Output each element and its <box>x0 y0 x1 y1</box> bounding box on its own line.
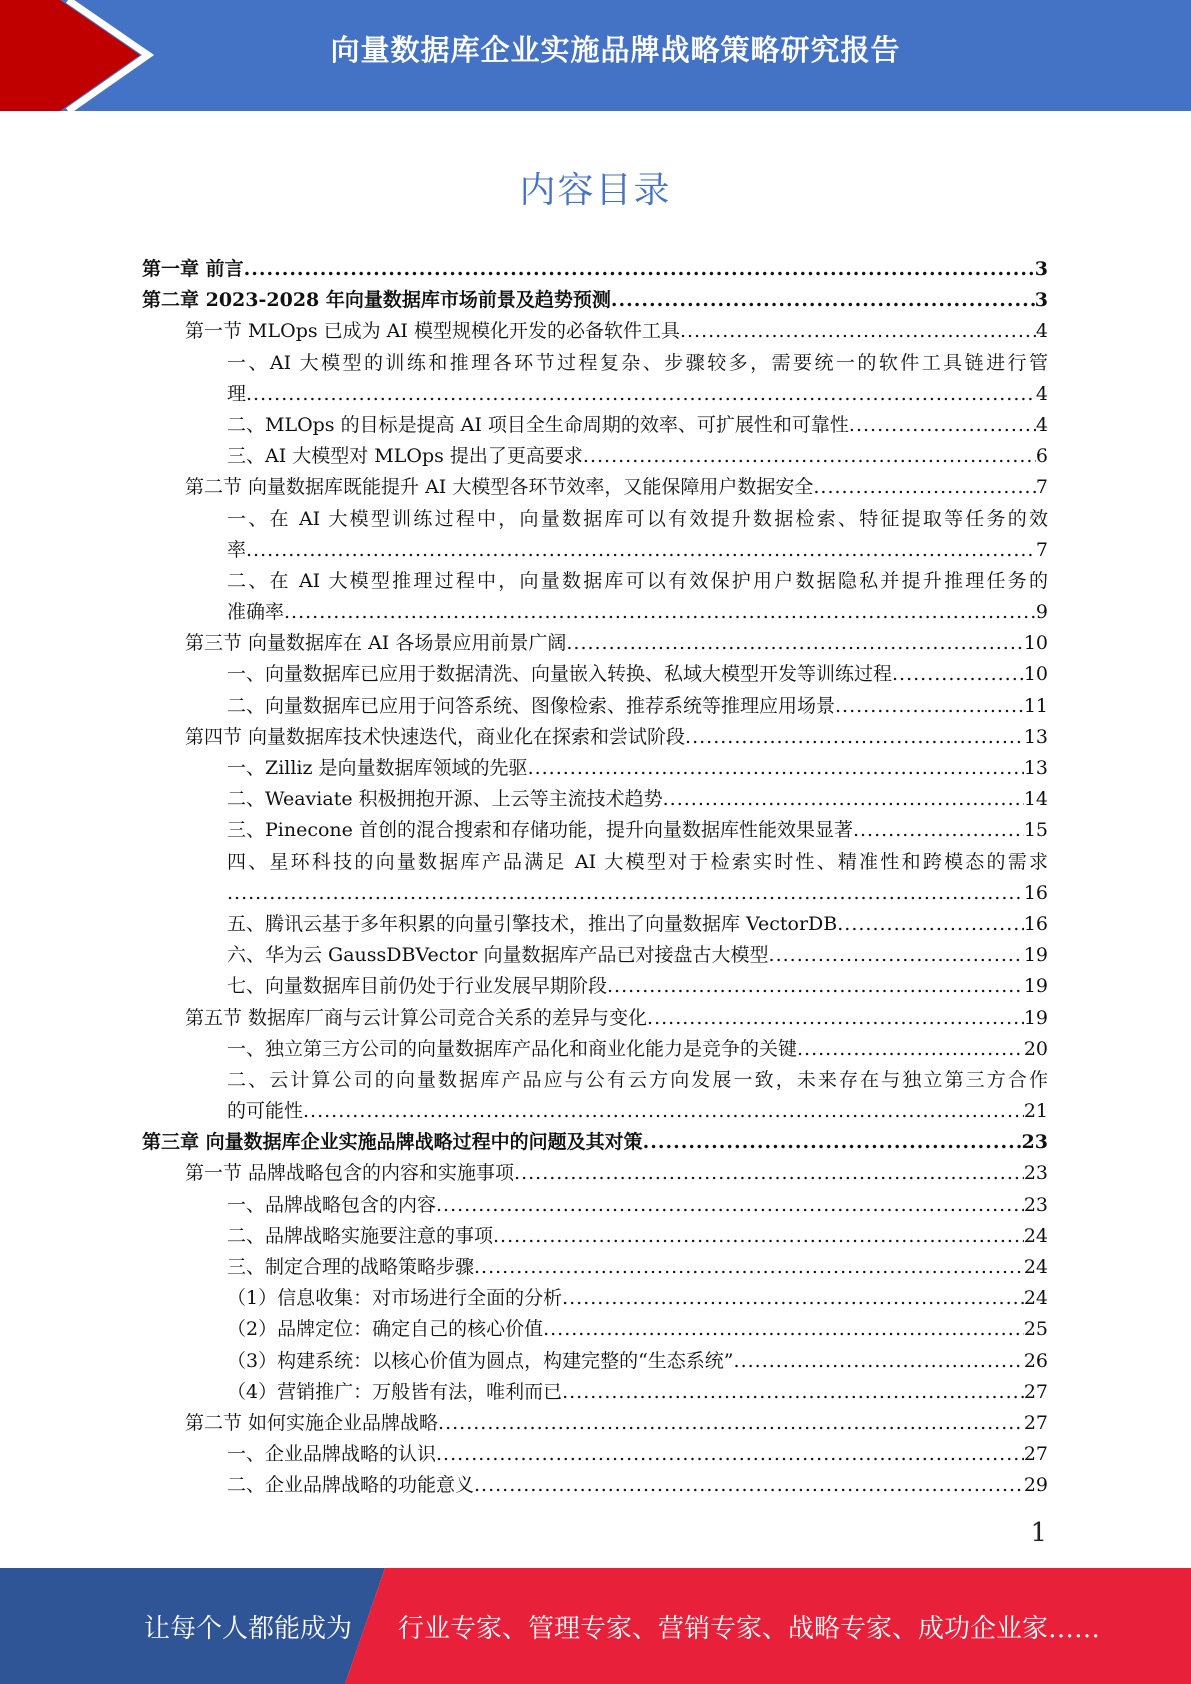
table-of-contents <box>142 254 1048 1502</box>
toc-entry-continuation[interactable] <box>142 1096 1048 1127</box>
toc-entry-title: 第四节 向量数据库技术快速迭代，商业化在探索和尝试阶段 <box>185 725 686 748</box>
toc-entry[interactable] <box>142 1408 1048 1439</box>
toc-leader-dots <box>647 1003 1024 1034</box>
toc-entry[interactable] <box>142 316 1048 347</box>
toc-entry-continuation[interactable] <box>142 878 1048 909</box>
toc-entry-title: 第二节 如何实施企业品牌战略 <box>185 1411 439 1434</box>
toc-leader-dots <box>849 410 1036 441</box>
toc-entry-continuation[interactable] <box>142 597 1048 628</box>
toc-entry-title: 二、Weaviate 积极拥抱开源、上云等主流技术趋势 <box>227 788 663 811</box>
toc-entry-title: 第二章 2023-2028 年向量数据库市场前景及趋势预测 <box>142 289 611 312</box>
toc-entry-page: 19 <box>1023 975 1048 998</box>
toc-entry[interactable] <box>142 410 1048 441</box>
toc-entry-page: 13 <box>1023 757 1048 779</box>
toc-entry[interactable] <box>142 1346 1048 1377</box>
toc-entry[interactable] <box>142 847 1048 878</box>
toc-leader-dots <box>643 1127 1022 1158</box>
toc-entry-title: （1）信息收集：对市场进行全面的分析 <box>227 1287 563 1310</box>
toc-entry[interactable] <box>142 1439 1048 1470</box>
toc-entry-page: 13 <box>1023 725 1048 748</box>
toc-entry[interactable] <box>142 1158 1048 1189</box>
toc-entry-page: 26 <box>1023 1349 1048 1372</box>
toc-leader-dots <box>246 379 1036 410</box>
toc-entry[interactable] <box>142 722 1048 753</box>
toc-leader-dots <box>769 940 1024 971</box>
toc-entry-page: 24 <box>1023 1287 1048 1310</box>
toc-entry[interactable] <box>142 285 1048 316</box>
toc-entry-title: 二、MLOps 的目标是提高 AI 项目全生命周期的效率、可扩展性和可靠性 <box>227 413 849 436</box>
toc-entry-page: 27 <box>1023 1443 1048 1466</box>
toc-entry-continuation[interactable] <box>142 379 1048 410</box>
toc-entry-page: 3 <box>1034 289 1048 312</box>
toc-entry[interactable] <box>142 348 1048 379</box>
toc-entry-title: 一、企业品牌战略的认识 <box>227 1443 437 1466</box>
toc-entry[interactable] <box>142 566 1048 597</box>
toc-entry-page: 11 <box>1023 694 1048 717</box>
toc-entry-page: 24 <box>1023 1224 1048 1247</box>
toc-entry-title: 第二节 向量数据库既能提升 AI 大模型各环节效率，又能保障用户数据安全 <box>185 476 814 499</box>
toc-entry-page: 4 <box>1035 413 1048 436</box>
toc-entry-page: 14 <box>1023 788 1048 811</box>
toc-entry[interactable] <box>142 909 1048 940</box>
toc-entry[interactable] <box>142 1190 1048 1221</box>
toc-heading: 内容目录 <box>519 170 672 211</box>
toc-leader-dots <box>562 1377 1024 1408</box>
toc-leader-dots <box>562 1283 1024 1314</box>
toc-leader-dots <box>227 878 1024 909</box>
toc-entry[interactable] <box>142 1377 1048 1408</box>
toc-leader-dots <box>436 1439 1024 1470</box>
toc-entry-title: 第一章 前言 <box>142 258 244 280</box>
toc-entry-page: 25 <box>1023 1318 1048 1341</box>
toc-leader-dots <box>566 628 1023 659</box>
toc-entry[interactable] <box>142 441 1048 472</box>
toc-entry-page: 23 <box>1023 1193 1048 1216</box>
footer-banner <box>0 1568 1191 1684</box>
toc-entry-title: 第五节 数据库厂商与云计算公司竞合关系的差异与变化 <box>185 1006 648 1029</box>
toc-leader-dots <box>611 285 1035 316</box>
toc-entry-title: 六、华为云 GaussDBVector 向量数据库产品已对接盘古大模型 <box>227 944 769 967</box>
toc-entry[interactable] <box>142 472 1048 503</box>
toc-entry-title: 三、AI 大模型对 MLOps 提出了更高要求 <box>227 445 583 468</box>
toc-leader-dots <box>680 316 1036 347</box>
toc-entry-page: 29 <box>1023 1474 1048 1497</box>
toc-leader-dots <box>853 815 1024 846</box>
toc-entry-page: 7 <box>1035 476 1048 499</box>
footer-slogan-left: 让每个人都能成为 <box>144 1614 353 1644</box>
toc-entry-title: 二、在 AI 大模型推理过程中，向量数据库可以有效保护用户数据隐私并提升推理任务的 <box>227 569 1048 592</box>
page-number: 1 <box>1030 1518 1047 1548</box>
toc-entry[interactable] <box>142 504 1048 535</box>
toc-entry[interactable] <box>142 1065 1048 1096</box>
toc-entry[interactable] <box>142 691 1048 722</box>
toc-entry-page: 10 <box>1023 663 1048 686</box>
toc-entry[interactable] <box>142 1252 1048 1283</box>
toc-entry-title: 二、企业品牌战略的功能意义 <box>227 1474 475 1497</box>
toc-entry-page: 15 <box>1023 819 1048 842</box>
toc-leader-dots <box>246 535 1036 566</box>
toc-entry[interactable] <box>142 254 1048 285</box>
toc-entry-title: 二、云计算公司的向量数据库产品应与公有云方向发展一致，未来存在与独立第三方合作 <box>227 1068 1048 1091</box>
toc-entry-title: 第一节 品牌战略包含的内容和实施事项 <box>185 1162 515 1185</box>
toc-entry-title-cont: 率 <box>227 538 247 561</box>
toc-entry-title: 第三节 向量数据库在 AI 各场景应用前景广阔 <box>185 632 567 655</box>
toc-entry-page: 16 <box>1023 912 1048 935</box>
toc-entry-page: 10 <box>1023 632 1048 655</box>
toc-entry-page: 27 <box>1023 1380 1048 1403</box>
toc-entry[interactable] <box>142 1127 1048 1158</box>
toc-entry-page: 9 <box>1035 601 1048 624</box>
toc-entry[interactable] <box>142 784 1048 815</box>
toc-entry-page: 4 <box>1035 320 1048 343</box>
toc-entry-title: 一、在 AI 大模型训练过程中，向量数据库可以有效提升数据检索、特征提取等任务的效 <box>227 507 1048 530</box>
toc-leader-dots <box>474 1470 1024 1501</box>
toc-entry-title: 七、向量数据库目前仍处于行业发展早期阶段 <box>227 975 608 998</box>
toc-entry-title: 三、制定合理的战略策略步骤 <box>227 1256 475 1278</box>
toc-leader-dots <box>685 722 1024 753</box>
toc-entry-title: （2）品牌定位：确定自己的核心价值 <box>227 1318 544 1341</box>
toc-entry-title: 一、向量数据库已应用于数据清洗、向量嵌入转换、私域大模型开发等训练过程 <box>227 663 893 686</box>
toc-entry[interactable] <box>142 1221 1048 1252</box>
toc-leader-dots <box>583 441 1036 472</box>
toc-entry-page: 27 <box>1023 1411 1048 1434</box>
toc-leader-dots <box>607 971 1024 1002</box>
toc-leader-dots <box>474 1252 1024 1283</box>
footer-slogan-right: 行业专家、管理专家、营销专家、战略专家、成功企业家…… <box>398 1614 1101 1644</box>
toc-entry-page: 23 <box>1021 1131 1048 1154</box>
toc-leader-dots <box>813 472 1036 503</box>
toc-leader-dots <box>663 784 1024 815</box>
toc-leader-dots <box>837 909 1024 940</box>
toc-entry[interactable] <box>142 1314 1048 1345</box>
toc-entry-title-cont: 的可能性 <box>227 1100 304 1123</box>
report-title: 向量数据库企业实施品牌战略策略研究报告 <box>330 33 901 67</box>
report-header-bar <box>0 0 1191 111</box>
toc-entry-title: 一、品牌战略包含的内容 <box>227 1193 437 1216</box>
toc-entry-page: 20 <box>1023 1037 1048 1060</box>
toc-entry-page: 21 <box>1023 1100 1048 1123</box>
toc-entry[interactable] <box>142 1470 1048 1501</box>
toc-leader-dots <box>734 1346 1024 1377</box>
toc-leader-dots <box>797 1034 1024 1065</box>
toc-entry-title: 一、AI 大模型的训练和推理各环节过程复杂、步骤较多，需要统一的软件工具链进行管 <box>227 351 1048 374</box>
toc-entry[interactable] <box>142 940 1048 971</box>
toc-entry-title: 三、Pinecone 首创的混合搜索和存储功能，提升向量数据库性能效果显著 <box>227 819 853 842</box>
toc-entry-title: 四、星环科技的向量数据库产品满足 AI 大模型对于检索实时性、精准性和跨模态的需求 <box>227 850 1048 873</box>
toc-entry[interactable] <box>142 815 1048 846</box>
toc-entry-title-cont: 理 <box>227 382 247 405</box>
toc-leader-dots <box>528 753 1024 784</box>
toc-entry-page: 4 <box>1035 382 1048 405</box>
toc-leader-dots <box>438 1408 1024 1439</box>
toc-entry-continuation[interactable] <box>142 535 1048 566</box>
toc-entry[interactable] <box>142 1003 1048 1034</box>
toc-entry[interactable] <box>142 971 1048 1002</box>
toc-leader-dots <box>303 1096 1024 1127</box>
toc-leader-dots <box>514 1158 1024 1189</box>
toc-entry[interactable] <box>142 753 1048 784</box>
toc-entry-page: 6 <box>1035 445 1048 468</box>
toc-entry-title: 一、独立第三方公司的向量数据库产品化和商业化能力是竞争的关键 <box>227 1037 798 1060</box>
toc-entry-title: （4）营销推广：万般皆有法，唯利而已 <box>227 1380 563 1403</box>
toc-leader-dots <box>493 1221 1024 1252</box>
toc-entry-page: 19 <box>1023 1006 1048 1029</box>
toc-entry-title-cont: 准确率 <box>227 601 285 624</box>
toc-entry-page: 23 <box>1023 1162 1048 1185</box>
toc-leader-dots <box>284 597 1036 628</box>
toc-entry[interactable] <box>142 659 1048 690</box>
toc-entry[interactable] <box>142 628 1048 659</box>
toc-leader-dots <box>436 1190 1024 1221</box>
toc-leader-dots <box>835 691 1024 722</box>
toc-entry-page: 24 <box>1023 1256 1048 1278</box>
toc-entry-title: 一、Zilliz 是向量数据库领域的先驱 <box>227 757 528 779</box>
toc-entry-title: 二、向量数据库已应用于问答系统、图像检索、推荐系统等推理应用场景 <box>227 694 836 717</box>
toc-leader-dots <box>244 254 1035 285</box>
toc-entry-page: 19 <box>1023 944 1048 967</box>
toc-entry[interactable] <box>142 1034 1048 1065</box>
toc-entry-title: 二、品牌战略实施要注意的事项 <box>227 1224 494 1247</box>
toc-entry-page: 7 <box>1035 538 1048 561</box>
toc-entry-title: （3）构建系统：以核心价值为圆点，构建完整的“生态系统” <box>227 1349 734 1372</box>
toc-leader-dots <box>543 1314 1024 1345</box>
toc-entry-title: 第一节 MLOps 已成为 AI 模型规模化开发的必备软件工具 <box>185 320 680 343</box>
toc-entry-title: 第三章 向量数据库企业实施品牌战略过程中的问题及其对策 <box>142 1131 643 1154</box>
toc-leader-dots <box>892 659 1024 690</box>
toc-entry[interactable] <box>142 1283 1048 1314</box>
toc-entry-title: 五、腾讯云基于多年积累的向量引擎技术，推出了向量数据库 VectorDB <box>227 912 838 935</box>
toc-entry-page: 3 <box>1034 258 1048 280</box>
toc-entry-page: 16 <box>1023 881 1048 904</box>
